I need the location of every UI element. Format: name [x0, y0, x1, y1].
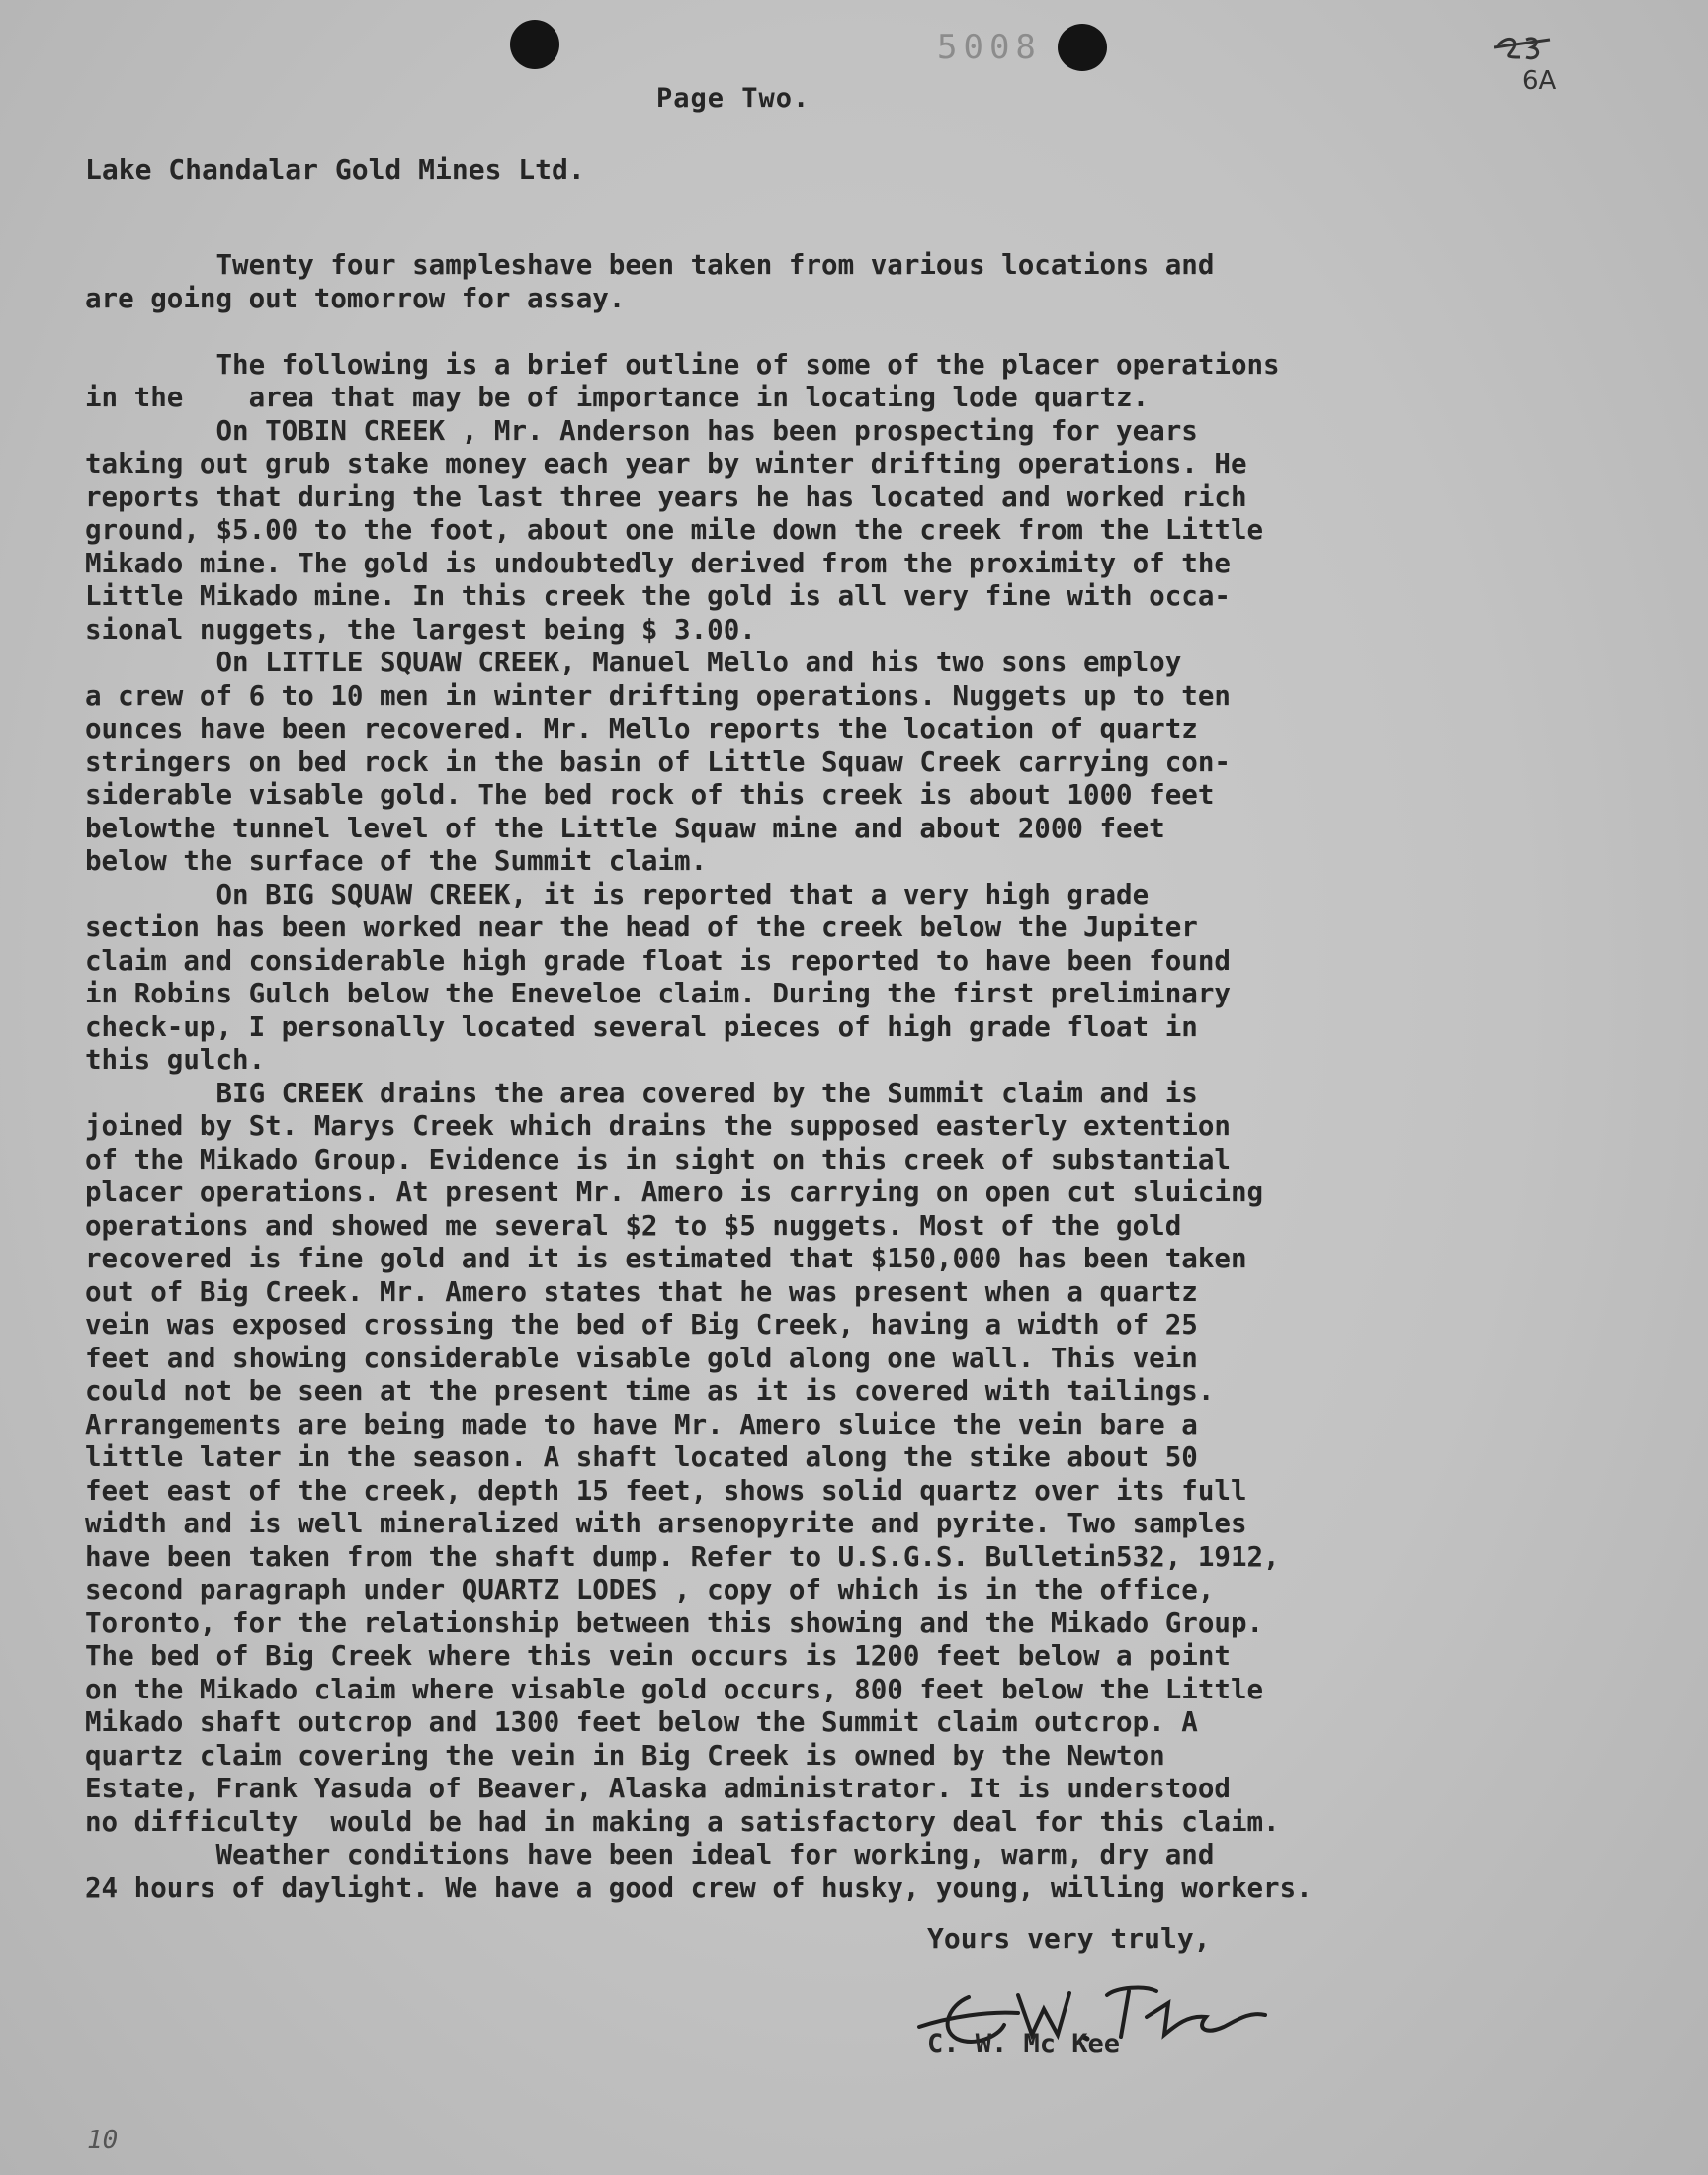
body-line: siderable visable gold. The bed rock of this creek is about 1000 feet	[85, 779, 1215, 811]
body-line: vein was exposed crossing the bed of Big Creek, having a width of 25	[85, 1309, 1198, 1341]
body-line: Mikado mine. The gold is undoubtedly derived from the proximity of the	[85, 547, 1231, 579]
body-line: check-up, I personally located several pieces of high grade float in	[85, 1010, 1198, 1043]
body-line: BIG CREEK drains the area covered by the Summit claim and is	[85, 1077, 1198, 1109]
body-line: in the area that may be of importance in locating lode quartz.	[85, 382, 1150, 413]
body-line: joined by St. Marys Creek which drains the supposed easterly extention	[85, 1110, 1231, 1142]
body-line: On BIG SQUAW CREEK, it is reported that a very high grade	[85, 878, 1150, 911]
body-line: ground, $5.00 to the foot, about one mile down the creek from the Little	[85, 514, 1264, 546]
body-line: placer operations. At present Mr. Amero is carrying on open cut sluicing	[85, 1176, 1264, 1208]
body-line: sional nuggets, the largest being $ 3.00.	[85, 613, 756, 646]
body-line: On LITTLE SQUAW CREEK, Manuel Mello and his two sons employ	[85, 647, 1182, 678]
letter-body	[85, 249, 1647, 1905]
body-line: little later in the season. A shaft located along the stike about 50	[85, 1441, 1198, 1473]
body-line: width and is well mineralized with arsenopyrite and pyrite. Two samples	[85, 1508, 1247, 1539]
body-line: are going out tomorrow for assay.	[85, 282, 626, 314]
body-line: of the Mikado Group. Evidence is in sight on this creek of substantial	[85, 1143, 1231, 1175]
corner-note-text: 6A	[1522, 66, 1557, 96]
body-line: no difficulty would be had in making a satisfactory deal for this claim.	[85, 1805, 1280, 1838]
body-line: second paragraph under QUARTZ LODES , copy of which is in the office,	[85, 1574, 1215, 1606]
body-line: 24 hours of daylight. We have a good crew of husky, young, willing workers.	[85, 1871, 1313, 1904]
body-line: The following is a brief outline of some of the placer operations	[85, 348, 1280, 381]
body-line: quartz claim covering the vein in Big Creek is owned by the Newton	[85, 1739, 1165, 1772]
body-line: Estate, Frank Yasuda of Beaver, Alaska administrator. It is understood	[85, 1773, 1231, 1804]
handwritten-corner-note	[1493, 18, 1572, 97]
body-line: section has been worked near the head of the creek below the Jupiter	[85, 912, 1198, 943]
body-line: belowthe tunnel level of the Little Squaw mine and about 2000 feet	[85, 812, 1165, 844]
typed-signatory-name: C. W. Mc Kee	[927, 2029, 1121, 2059]
punch-hole-right	[1058, 24, 1107, 71]
body-line: ounces have been recovered. Mr. Mello reports the location of quartz	[85, 713, 1198, 744]
body-line: Weather conditions have been ideal for working, warm, dry and	[85, 1839, 1215, 1870]
body-line: Arrangements are being made to have Mr. Amero sluice the vein bare a	[85, 1408, 1198, 1440]
body-line: could not be seen at the present time as it is covered with tailings.	[85, 1375, 1215, 1407]
body-line: below the surface of the Summit claim.	[85, 845, 708, 877]
body-line: recovered is fine gold and it is estimated that $150,000 has been taken	[85, 1243, 1247, 1274]
margin-handwritten-note: 10	[87, 2126, 119, 2155]
body-line: a crew of 6 to 10 men in winter drifting operations. Nuggets up to ten	[85, 679, 1231, 712]
document-stamp-number: 5008	[937, 28, 1042, 67]
closing-salutation: Yours very truly,	[927, 1922, 1211, 1955]
body-line: The bed of Big Creek where this vein occurs is 1200 feet below a point	[85, 1640, 1231, 1672]
body-line: Little Mikado mine. In this creek the gold is all very fine with occa-	[85, 580, 1231, 612]
body-line: on the Mikado claim where visable gold occurs, 800 feet below the Little	[85, 1673, 1264, 1705]
body-line: claim and considerable high grade float is reported to have been found	[85, 944, 1231, 977]
body-line: On TOBIN CREEK , Mr. Anderson has been prospecting for years	[85, 414, 1198, 447]
body-line: feet east of the creek, depth 15 feet, shows solid quartz over its full	[85, 1474, 1247, 1507]
body-line: Mikado shaft outcrop and 1300 feet below the Summit claim outcrop. A	[85, 1706, 1198, 1738]
body-line: taking out grub stake money each year by winter drifting operations. He	[85, 448, 1247, 479]
body-line: out of Big Creek. Mr. Amero states that he was present when a quartz	[85, 1275, 1198, 1308]
body-line: reports that during the last three years he has located and worked rich	[85, 480, 1247, 513]
recipient-company: Lake Chandalar Gold Mines Ltd.	[85, 153, 585, 186]
body-line: Toronto, for the relationship between this showing and the Mikado Group.	[85, 1607, 1264, 1639]
body-line	[85, 315, 1647, 349]
body-line: stringers on bed rock in the basin of Little Squaw Creek carrying con-	[85, 745, 1231, 778]
body-line: this gulch.	[85, 1044, 266, 1076]
page-number-heading: Page Two.	[656, 83, 811, 114]
body-line: Twenty four sampleshave been taken from various locations and	[85, 249, 1215, 281]
body-line: operations and showed me several $2 to $5 nuggets. Most of the gold	[85, 1209, 1182, 1242]
punch-hole-left	[510, 20, 559, 69]
body-line: in Robins Gulch below the Eneveloe claim. During the first preliminary	[85, 978, 1231, 1009]
body-line: have been taken from the shaft dump. Refer to U.S.G.S. Bulletin532, 1912,	[85, 1540, 1280, 1573]
body-line: feet and showing considerable visable gold along one wall. This vein	[85, 1342, 1198, 1374]
